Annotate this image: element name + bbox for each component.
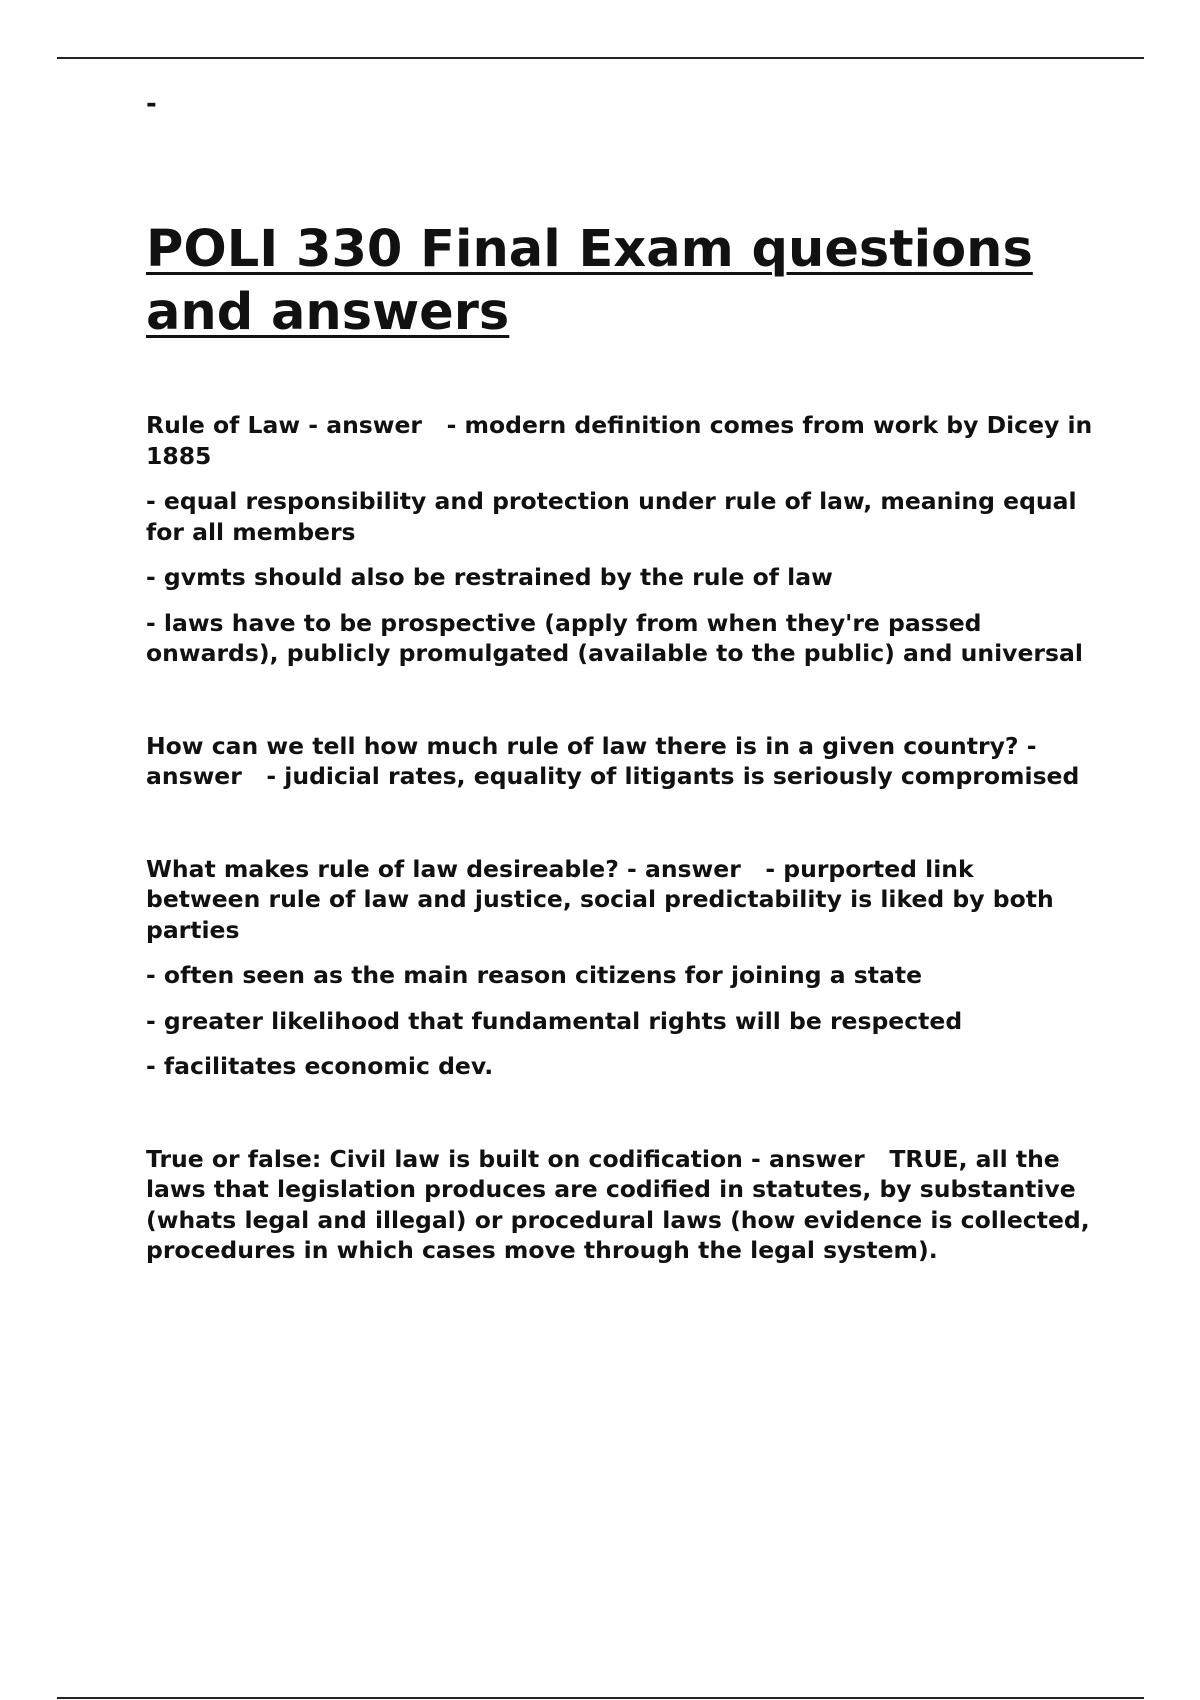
entry-paragraph: True or false: Civil law is built on codification - answer TRUE, all the laws that legislation produces are codified in statutes, by substantive (whats legal and illegal) or procedural laws (how evidence is collected, procedures in which cases move through the legal system). — [146, 1144, 1098, 1264]
entry-paragraph: - facilitates economic dev. — [146, 1052, 494, 1080]
entry-paragraph: - gvmts should also be restrained by the rule of law — [146, 563, 833, 591]
qa-entries — [146, 410, 1101, 1266]
entry-paragraph: - often seen as the main reason citizens for joining a state — [146, 961, 923, 989]
entry-paragraph: What makes rule of law desireable? - answer - purported link between rule of law and justice, social predictability is liked by both parties — [146, 854, 1062, 944]
footer-rule — [57, 1697, 1144, 1699]
qa-entry-rule-of-law — [146, 410, 1101, 669]
qa-entry-civil-law — [146, 1144, 1096, 1266]
header-rule — [57, 57, 1144, 59]
entry-paragraph: - laws have to be prospective (apply from when they're passed onwards), publicly promulgated (available to the public) and universal — [146, 608, 1083, 667]
document-body — [146, 88, 1101, 1266]
document-title: POLI 330 Final Exam questions and answers — [146, 220, 1033, 342]
qa-entry-desirable — [146, 854, 1096, 1082]
entry-paragraph: Rule of Law - answer - modern definition comes from work by Dicey in 1885 — [146, 411, 1101, 470]
entry-paragraph: - greater likelihood that fundamental rights will be respected — [146, 1006, 963, 1035]
list-marker: - — [146, 89, 157, 119]
entry-paragraph: - equal responsibility and protection under rule of law, meaning equal for all members — [146, 487, 1085, 546]
qa-entry-measure-rule-of-law — [146, 731, 1096, 792]
entry-paragraph: How can we tell how much rule of law there is in a given country? - answer - judicial rates, equality of litigants is seriously compromised — [146, 731, 1080, 790]
